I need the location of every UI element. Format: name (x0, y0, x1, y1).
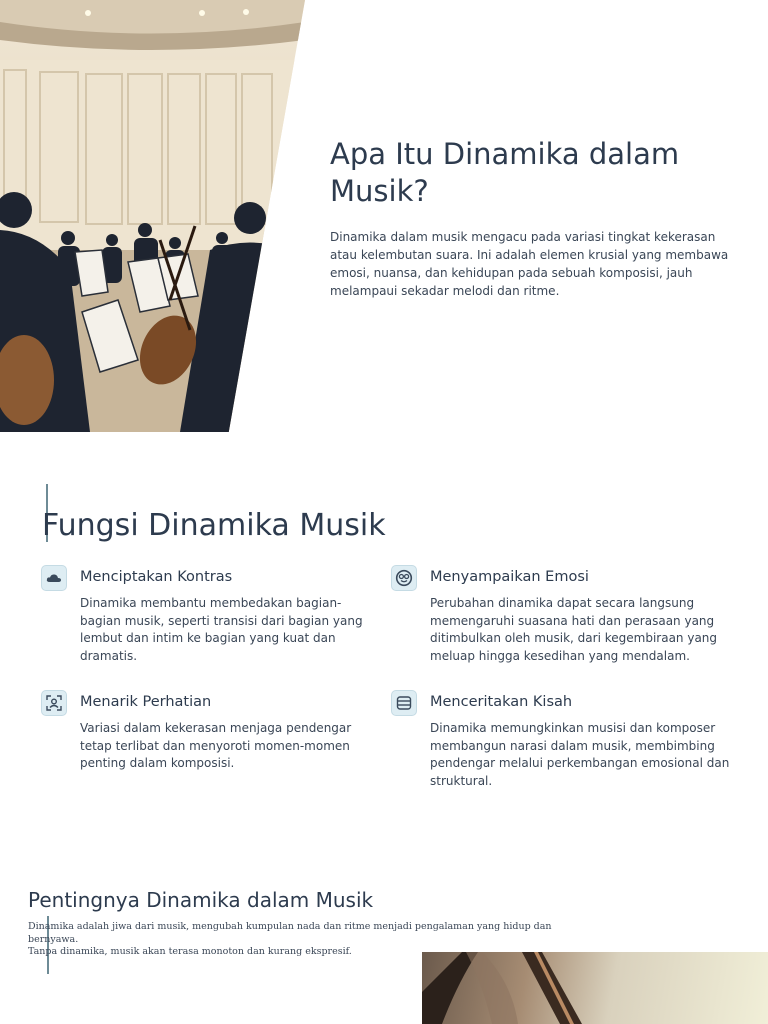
emotion-face-icon (391, 565, 417, 591)
feature-title: Menyampaikan Emosi (430, 569, 589, 585)
importance-line: Dinamika adalah jiwa dari musik, mengubah kumpulan nada dan ritme menjadi pengalaman yang hidup dan bernyawa. (28, 921, 552, 945)
orchestra-hall-image (0, 0, 305, 432)
feature-title: Menceritakan Kisah (430, 694, 573, 710)
feature-text: Variasi dalam kekerasan menjaga pendengar tetap terlibat dan menyoroti momen-momen penting dalam komposisi. (80, 721, 352, 770)
book-icon (391, 690, 417, 716)
feature-title: Menarik Perhatian (80, 694, 212, 710)
hero-description: Dinamika dalam musik mengacu pada variasi tingkat kekerasan atau kelembutan suara. Ini adalah elemen krusial yang membawa emosi, nuansa, dan kehidupan pada sebuah komposisi, jauh melampaui sekadar melodi dan ritme. (330, 230, 729, 298)
cloud-icon (41, 565, 67, 591)
violin-closeup-image (422, 952, 768, 1024)
importance-line: Tanpa dinamika, musik akan terasa monoton dan kurang ekspresif. (28, 946, 352, 957)
hero-title: Apa Itu Dinamika dalam Musik? (330, 137, 680, 208)
feature-text: Dinamika memungkinkan musisi dan komposer membangun narasi dalam musik, membimbing pendengar melalui perkembangan emosional dan struktural. (430, 721, 730, 788)
functions-title: Fungsi Dinamika Musik (42, 508, 386, 543)
feature-text: Dinamika membantu membedakan bagian-bagian musik, seperti transisi dari bagian yang lembut dan intim ke bagian yang kuat dan dramatis. (80, 596, 363, 663)
importance-title: Pentingnya Dinamika dalam Musik (28, 888, 374, 912)
feature-title: Menciptakan Kontras (80, 569, 233, 585)
feature-text: Perubahan dinamika dapat secara langsung memengaruhi suasana hati dan perasaan yang ditimbulkan oleh musik, dari kegembiraan yang meluap hingga kesedihan yang mendalam. (430, 596, 718, 663)
face-focus-icon (41, 690, 67, 716)
hero-section (0, 0, 768, 432)
